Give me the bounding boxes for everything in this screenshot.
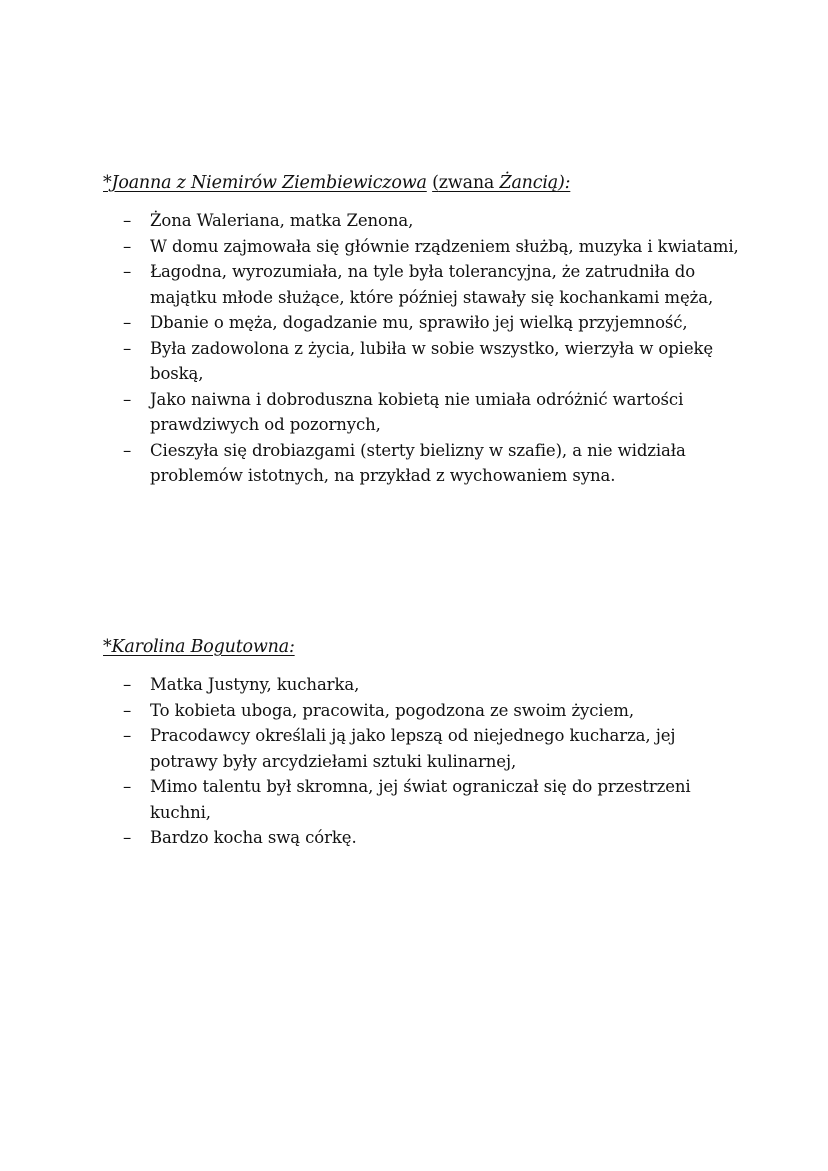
list-item [103,234,743,260]
list-item [103,723,743,774]
heading-paren-text: zwana [438,173,500,193]
list-item-text: Łagodna, wyrozumiała, na tyle była tolerancyjna, że zatrudniła do majątku młode służące, które później stawały się kochankami męża, [150,262,714,307]
list-item [103,672,743,698]
dash-bullet: – [123,338,132,358]
list-item [103,310,743,336]
heading-nickname: Żancią [499,173,558,193]
list-item-text: Dbanie o męża, dogadzanie mu, sprawiło jej wielką przyjemność, [150,313,688,332]
bullet-list [103,208,743,489]
heading-tail: ): [557,173,571,193]
dash-bullet: – [123,828,132,847]
section-joanna [103,170,743,489]
list-item [103,825,743,851]
list-item [103,208,743,234]
section-heading [103,634,743,660]
list-item [103,438,743,489]
heading-name: *Karolina Bogutowna: [103,637,295,657]
dash-bullet: – [123,777,132,796]
dash-bullet: – [123,700,132,720]
list-item [103,387,743,438]
dash-bullet: – [123,440,132,460]
list-item [103,774,743,825]
heading-paren-open: ( [432,173,439,193]
heading-name: *Joanna z Niemirów Ziembiewiczowa [103,173,427,193]
list-item [103,259,743,310]
list-item-text: Cieszyła się drobiazgami (sterty bielizny w szafie), a nie widziała problemów istotnych, na przykład z wychowaniem syna. [150,440,686,485]
list-item-text: Jako naiwna i dobroduszna kobietą nie umiała odróżnić wartości prawdziwych od pozornych, [150,389,684,434]
bullet-list [103,672,743,851]
dash-bullet: – [123,211,132,230]
section-karolina [103,634,743,851]
section-heading [103,170,743,196]
dash-bullet: – [123,313,132,332]
list-item [103,698,743,724]
list-item [103,336,743,387]
list-item-text: Matka Justyny, kucharka, [150,675,360,694]
list-item-text: Była zadowolona z życia, lubiła w sobie wszystko, wierzyła w opiekę boską, [150,338,714,383]
dash-bullet: – [123,262,132,281]
dash-bullet: – [123,236,132,256]
dash-bullet: – [123,389,132,409]
dash-bullet: – [123,675,132,694]
list-item-text: W domu zajmowała się głównie rządzeniem służbą, muzyka i kwiatami, [150,236,739,256]
list-item-text: To kobieta uboga, pracowita, pogodzona ze swoim życiem, [150,700,634,720]
list-item-text: Mimo talentu był skromna, jej świat ograniczał się do przestrzeni kuchni, [150,777,691,822]
list-item-text: Żona Waleriana, matka Zenona, [150,211,414,230]
dash-bullet: – [123,726,132,745]
list-item-text: Pracodawcy określali ją jako lepszą od niejednego kucharza, jej potrawy były arcydziełami sztuki kulinarnej, [150,726,676,771]
list-item-text: Bardzo kocha swą córkę. [150,828,357,847]
